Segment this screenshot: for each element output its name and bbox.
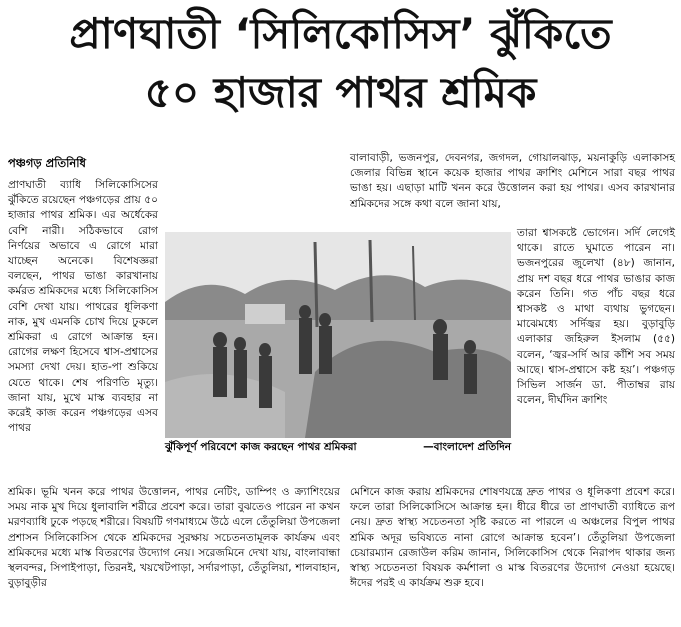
- right-column-top-text: বালাবাড়ী, ভজনপুর, দেবনগর, জগদল, গোয়ালঝাড়, ময়নাকুড়ি এলাকাসহ জেলার বিভিন্ন স্থানে কয়েক হাজার পাথর ক্রাশিং মেশিনে সারা বছর পাথর ভাঙা হয়। এছাড়া মাটি খনন করে উত্তোলন করা হয় পাথর। এসব কারখানার শ্রমিকদের সঙ্গে কথা বলে জানা যায়,: [350, 152, 675, 210]
- article-bottom-right: [350, 485, 675, 591]
- right-column-middle-text: তারা শ্বাসকষ্টে ভোগেন। সর্দি লেগেই থাকে। রাতে ঘুমাতে পারেন না। ভজনপুরের জুলেখা (৪৮) জানান, প্রায় দশ বছর ধরে পাথর ভাঙার কাজ করেন তিনি। গত পাঁচ বছর ধরে শ্বাসকষ্ট ও মাথা ব্যথায় ভুগছেন। মাঝেমধ্যে সর্দিজ্বর হয়। বুড়াবুড়ি এলাকার জহিরুল ইসলাম (৫৫) বলেন, ‘জ্বর-সর্দি আর কাঁশি সব সময় আছে। শ্বাস-প্রশ্বাসে কষ্ট হয়’। পঞ্চগড় সিভিল সার্জন ডা. পীতাম্বর রায় বলেন, দীর্ঘদিন ক্রাশিং: [517, 227, 675, 407]
- article-column-right-top: [350, 151, 675, 212]
- headline-line-2: ৫০ হাজার পাথর শ্রমিক: [144, 68, 537, 117]
- photo-caption-row: [165, 440, 511, 466]
- headline: [0, 4, 681, 122]
- photo-caption: ঝুঁকিপূর্ণ পরিবেশে কাজ করছেন পাথর শ্রমিকরা: [165, 441, 357, 453]
- bottom-right-text: মেশিনে কাজ করায় শ্রমিকদের শোষণযন্ত্রে দ্রুত পাথর ও ধূলিকণা প্রবেশ করে। ফলে তারা সিলিকোসিসে আক্রান্ত হন। ধীরে ধীরে তা প্রাণঘাতী ব্যাধিতে রূপ নেয়। দ্রুত স্বাস্থ্য সচেতনতা সৃষ্টি করতে না পারলে এ অঞ্চলের বিপুল পাথর শ্রমিক অদূর ভবিষ্যতে নানা রোগে আক্রান্ত হবেন’। তেঁতুলিয়া উপজেলা চেয়ারম্যান রেজাউল করিম জানান, সিলিকোসিস থেকে নিরাপদ থাকার জন্য স্বাস্থ্য সচেতনতা বিষয়ক কর্মশালা ও মাস্ক বিতরণের উদ্যোগ নেওয়া হয়েছে। ঈদের পরই এ কার্যক্রম শুরু হবে।: [350, 486, 675, 590]
- article-bottom-left: [8, 485, 340, 591]
- bottom-left-text: শ্রমিক। ভূমি খনন করে পাথর উত্তোলন, পাথর নেটিং, ডাম্পিং ও ক্র্যাশিংয়ের সময় নাক মুখ দিয়ে ধুলাবালি শরীরে প্রবেশ করে। তারা বুঝতেও পারেন না কখন মরণব্যাধি ঢুকে পড়ছে শরীরে। বিষয়টি গণমাধ্যমে উঠে এলে তেঁতুলিয়া উপজেলা প্রশাসন সিলিকোসিস থেকে শ্রমিকদের সুরক্ষায় সচেতনতামূলক কার্যক্রম এবং শ্রমিকদের মধ্যে মাস্ক বিতরণের উদ্যোগ নেয়। সরেজমিনে দেখা যায়, বাংলাবান্ধা স্থলবন্দর, সিপাইপাড়া, তিরনই, খয়খেটপাড়া, সর্দারপাড়া, তেঁতুলিয়া, শালবাহান, বুড়াবুড়ীর: [8, 486, 340, 590]
- news-photo: [165, 232, 511, 438]
- headline-line-1: প্রাণঘাতী ‘সিলিকোসিস’ ঝুঁকিতে: [69, 9, 612, 58]
- byline: পঞ্চগড় প্রতিনিধি: [8, 156, 86, 170]
- photo-credit: —বাংলাদেশ প্রতিদিন: [423, 441, 511, 453]
- left-column-text: প্রাণঘাতী ব্যাধি সিলিকোসিসের ঝুঁকিতে রয়েছেন পঞ্চগড়ের প্রায় ৫০ হাজার পাথর শ্রমিক। এর অর্ধেকের বেশি নারী। সঠিকভাবে রোগ নির্ণয়ের অভাবে এ রোগে মারা যাচ্ছেন অনেকে। বিশেষজ্ঞরা বলছেন, পাথর ভাঙা কারখানায় কর্মরত শ্রমিকদের মধ্যে সিলিকোসিস বেশি দেখা যায়। পাথরের ধূলিকণা নাক, মুখ এমনকি চোখ দিয়ে ঢুকলে শ্রমিকরা এ রোগে আক্রান্ত হন। রোগের লক্ষণ হিসেবে শ্বাস-প্রশ্বাসের সমস্যা দেখা দেয়। হাত-পা শুকিয়ে যেতে থাকে। শেষ পরিণতি মৃত্যু। জানা যায়, মুখে মাস্ক ব্যবহার না করেই কাজ করেন পঞ্চগড়ের এসব পাথর: [8, 179, 158, 435]
- article-column-right-middle: [517, 226, 675, 408]
- article-column-left: [8, 178, 158, 436]
- stone-workers-photo: [165, 232, 511, 438]
